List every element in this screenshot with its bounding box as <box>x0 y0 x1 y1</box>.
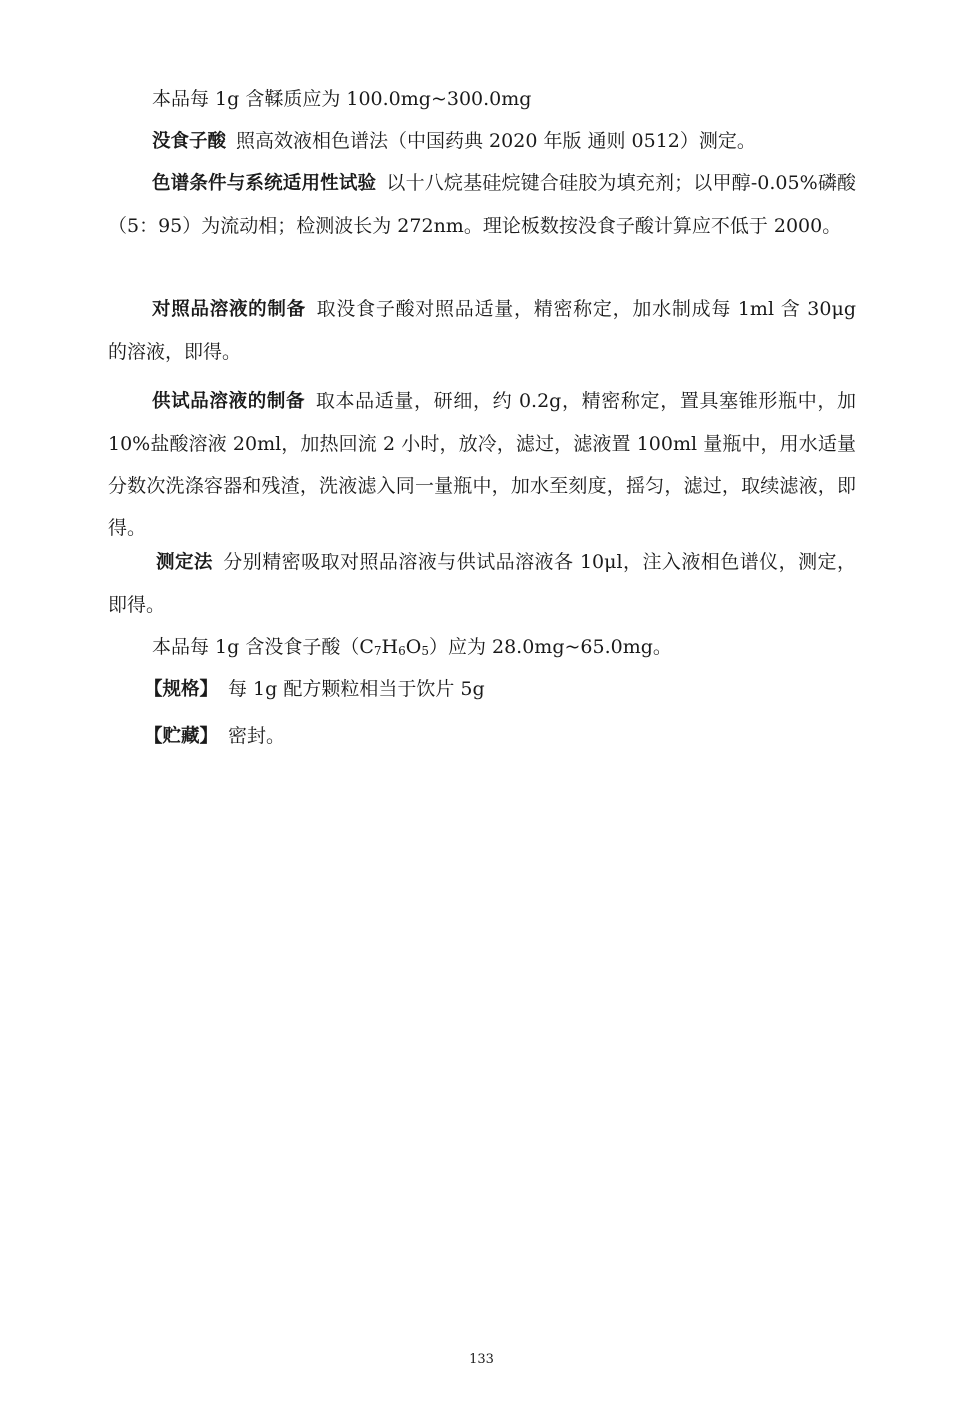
formula-subscript-c: 7 <box>373 644 382 658</box>
test-solution-text: 取本品适量，研细，约 0.2g，精密称定，置具塞锥形瓶中，加 10%盐酸溶液 20ml，加热回流 2 小时，放冷，滤过，滤液置 100ml 量瓶中，用水适量分数次洗涤容器和残渣，洗液滤入同一量瓶中，加水至刻度，摇匀，滤过，取续滤液，即得。 <box>108 390 856 539</box>
specification-text: 每 1g 配方颗粒相当于饮片 5g <box>228 678 485 700</box>
assay-method-paragraph <box>108 541 856 626</box>
reference-solution-text: 取没食子酸对照品适量，精密称定，加水制成每 1ml 含 30μg 的溶液，即得。 <box>108 298 856 363</box>
chromatographic-conditions-label: 色谱条件与系统适用性试验 <box>152 173 377 194</box>
gallic-acid-heading-line <box>108 120 856 163</box>
test-solution-paragraph <box>108 380 856 549</box>
storage-label: 【贮藏】 <box>144 726 219 747</box>
storage-text: 密封。 <box>228 725 286 747</box>
formula-o: O <box>405 636 422 658</box>
gallic-acid-content-post: ）应为 28.0mg~65.0mg。 <box>428 636 672 658</box>
formula-subscript-o: 5 <box>421 644 429 658</box>
tannin-content-line <box>108 78 856 120</box>
chromatographic-conditions-paragraph <box>108 162 856 247</box>
gallic-acid-content-pre: 本品每 1g 含没食子酸（C <box>152 636 374 658</box>
assay-method-label: 测定法 <box>156 552 213 573</box>
reference-solution-paragraph <box>108 288 856 373</box>
formula-subscript-h: 6 <box>398 644 406 658</box>
gallic-acid-method-text: 照高效液相色谱法（中国药典 2020 年版 通则 0512）测定。 <box>236 130 756 152</box>
storage-line <box>144 715 856 758</box>
assay-method-text: 分别精密吸取对照品溶液与供试品溶液各 10μl，注入液相色谱仪，测定，即得。 <box>108 551 856 616</box>
formula-h: H <box>381 636 399 658</box>
page-number: 133 <box>469 1352 494 1367</box>
test-solution-label: 供试品溶液的制备 <box>152 391 306 412</box>
tannin-content-text: 本品每 1g 含鞣质应为 100.0mg~300.0mg <box>152 88 532 110</box>
gallic-acid-content-line <box>108 626 856 668</box>
specification-line <box>144 668 856 711</box>
chromatographic-conditions-text: 以十八烷基硅烷键合硅胶为填充剂；以甲醇-0.05%磷酸（5：95）为流动相；检测波长为 272nm。理论板数按没食子酸计算应不低于 2000。 <box>108 172 856 237</box>
specification-label: 【规格】 <box>144 679 219 700</box>
gallic-acid-label: 没食子酸 <box>152 131 227 152</box>
reference-solution-label: 对照品溶液的制备 <box>152 299 306 320</box>
